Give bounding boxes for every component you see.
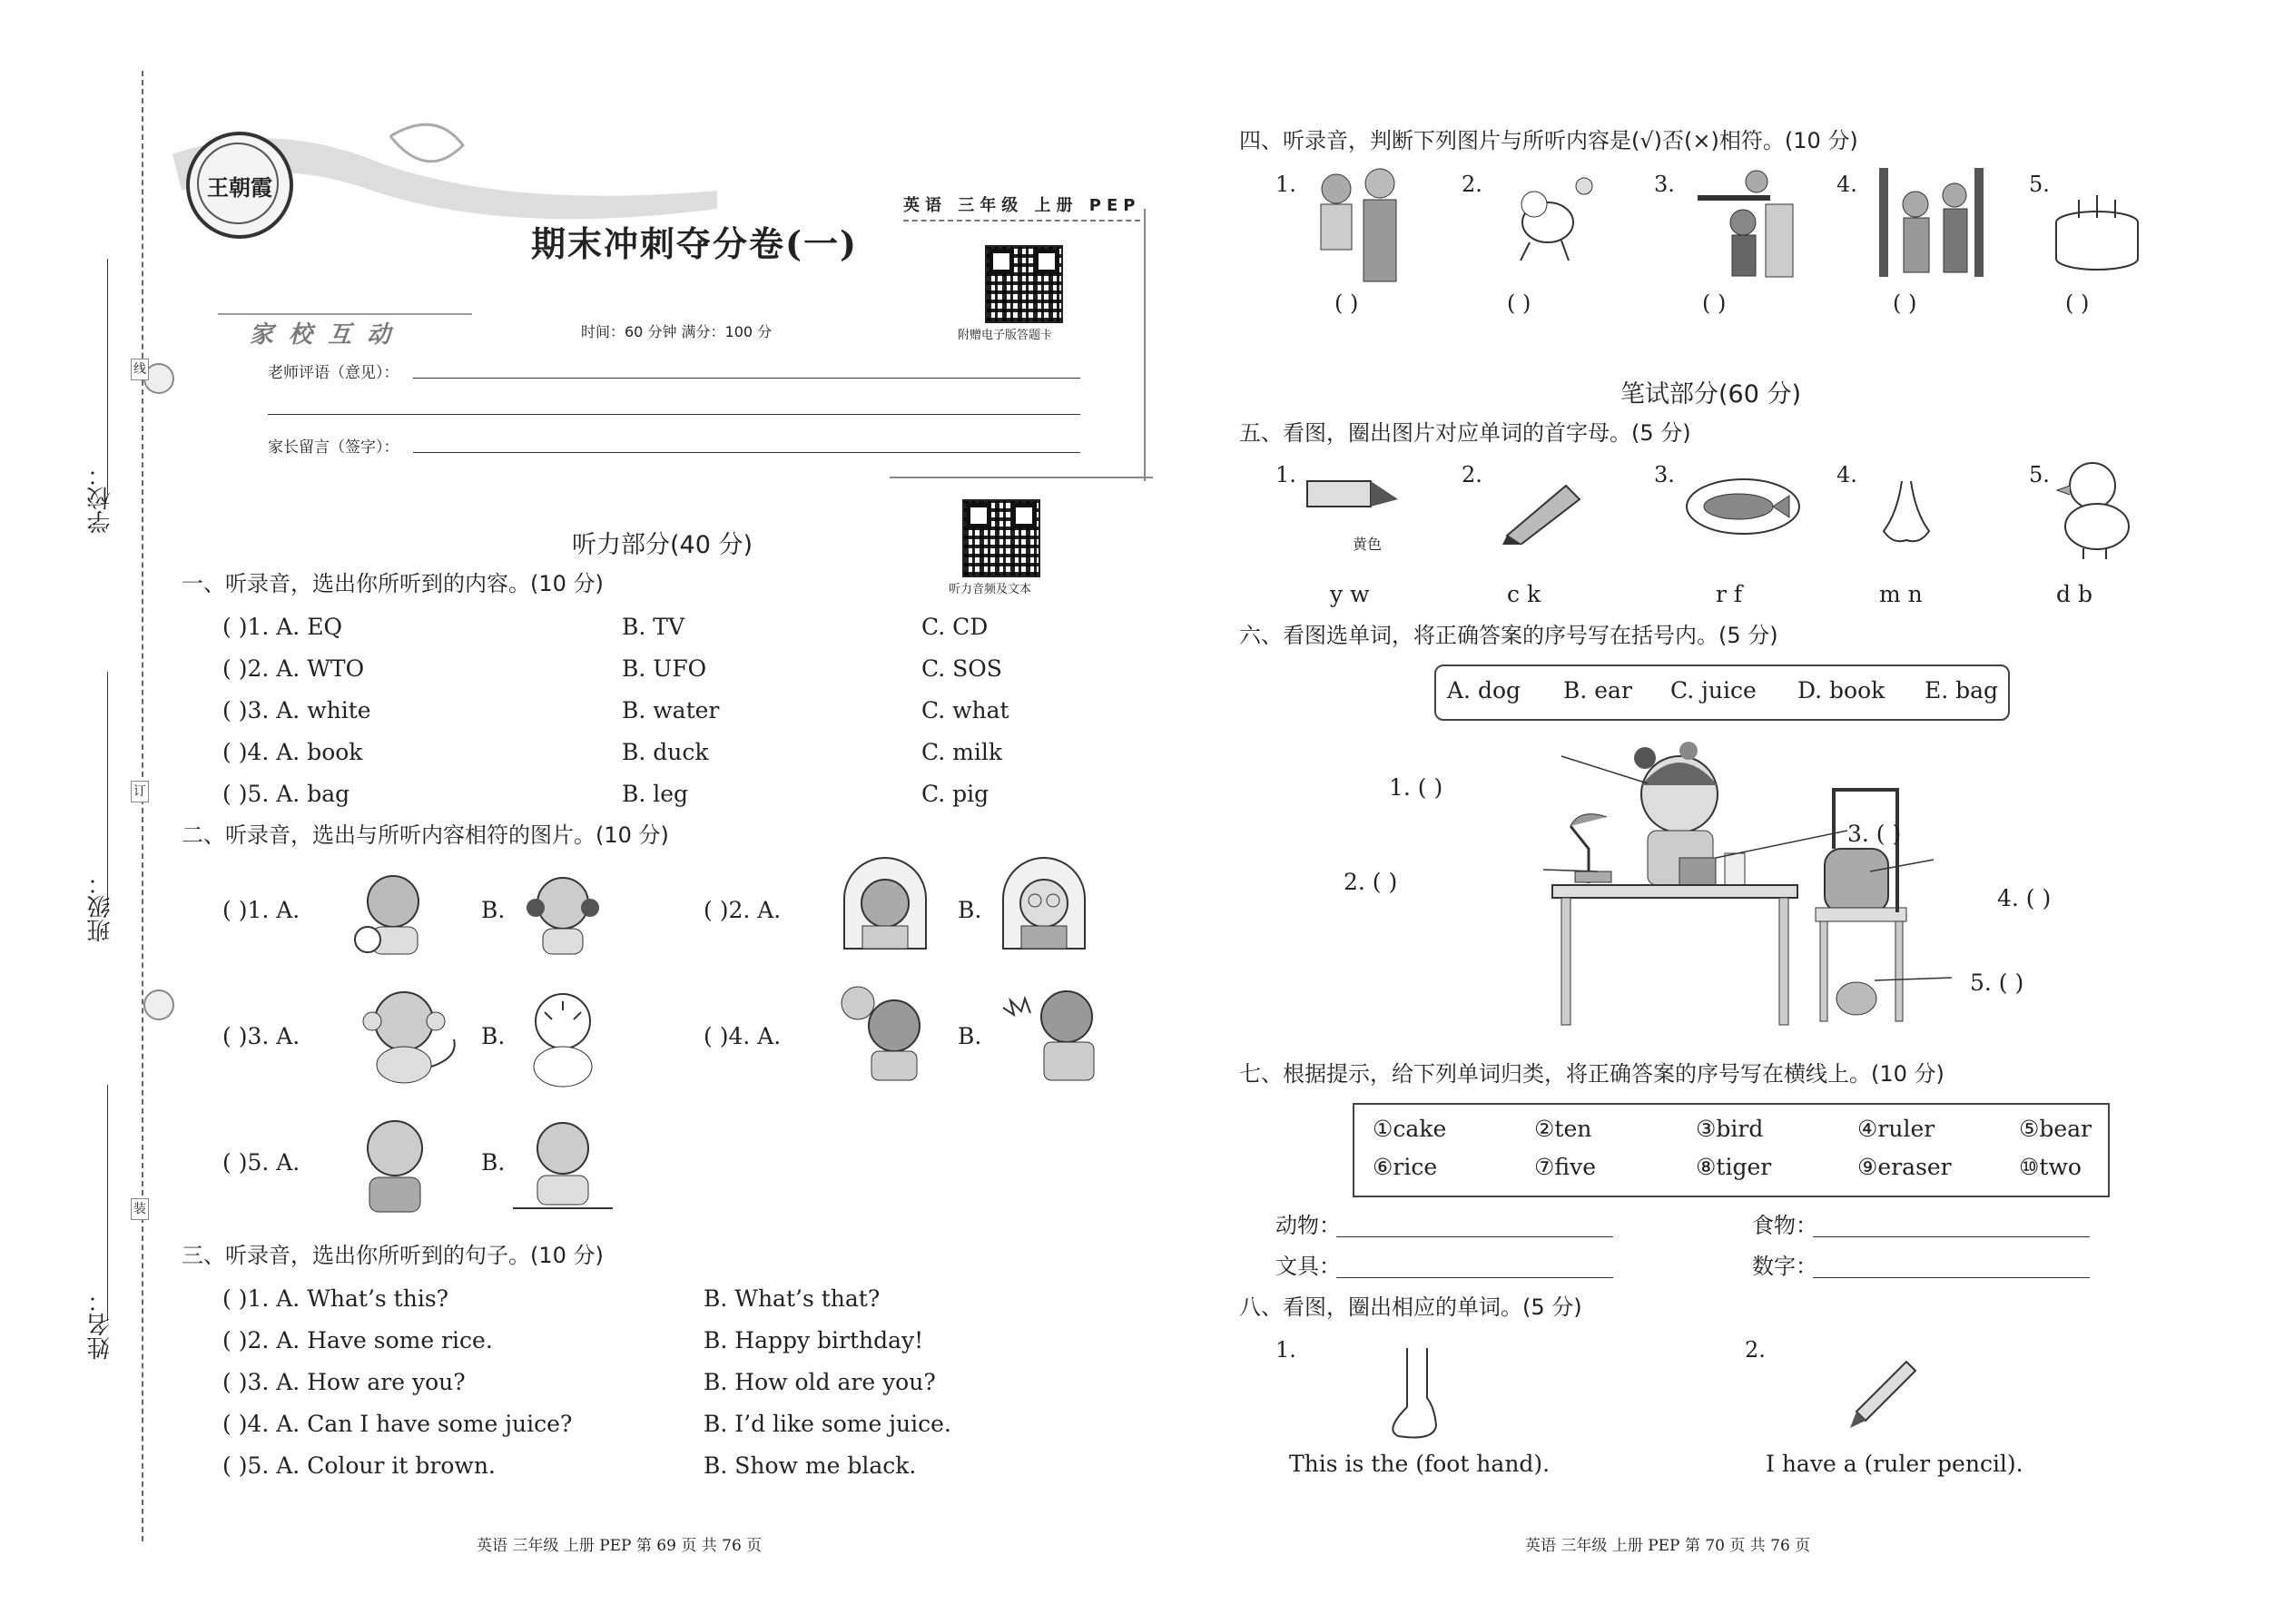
answer-row[interactable]: ( )4. A. <box>704 1023 782 1049</box>
scene-label-4[interactable]: 4. ( ) <box>1997 885 2052 911</box>
option-label: B. <box>481 1149 506 1176</box>
answer-row[interactable]: ( )5. A. bag <box>222 781 350 807</box>
answer-blank[interactable]: ( ) <box>1702 290 1727 316</box>
option-label: B. <box>958 1023 982 1049</box>
divider <box>218 313 472 315</box>
option: B. UFO <box>622 655 707 682</box>
category-animals-label: 动物： <box>1275 1213 1341 1238</box>
answer-blank[interactable]: ( ) <box>2065 290 2090 316</box>
item-number: 2. <box>1745 1337 1766 1363</box>
scene-label-2[interactable]: 2. ( ) <box>1344 869 1398 895</box>
section-2-title: 二、听录音，选出与所听内容相符的图片。(10 分) <box>182 822 669 848</box>
girl-painting-picture <box>508 1112 617 1216</box>
school-line <box>107 259 108 495</box>
option: C. pig <box>921 781 989 807</box>
category-stationery-line[interactable] <box>1336 1277 1613 1278</box>
dog-jumping-picture <box>1493 168 1602 272</box>
boy-with-ball-picture <box>350 867 440 958</box>
option: C. SOS <box>921 655 1002 682</box>
binding-line <box>142 71 143 1541</box>
binding-tag: 装 <box>131 1198 149 1220</box>
letter-options[interactable]: c k <box>1507 581 1541 607</box>
picture-caption: 黄色 <box>1353 536 1383 553</box>
word-choice: B. ear <box>1563 677 1632 704</box>
category-numbers-label: 数字： <box>1752 1254 1817 1279</box>
page-footer-right: 英语 三年级 上册 PEP 第 70 页 共 76 页 <box>1525 1537 1811 1555</box>
option: C. CD <box>921 614 989 640</box>
brand-logo <box>186 132 293 239</box>
section-6-title: 六、看图选单词，将正确答案的序号写在括号内。(5 分) <box>1239 623 1778 648</box>
option: B. water <box>622 697 720 723</box>
yellow-crayon-picture <box>1303 472 1403 527</box>
option: B. Happy birthday! <box>704 1327 924 1353</box>
boy-in-window-picture <box>835 853 935 953</box>
scene-label-1[interactable]: 1. ( ) <box>1389 774 1443 801</box>
qr-code[interactable] <box>985 245 1063 323</box>
listening-heading: 听力部分(40 分) <box>572 531 753 559</box>
sentence-2[interactable]: I have a (ruler pencil). <box>1766 1451 2023 1477</box>
answer-row[interactable]: ( )5. A. Colour it brown. <box>222 1452 496 1479</box>
grandpa-in-window-picture <box>994 853 1094 953</box>
boy-pointing-picture <box>994 980 1103 1085</box>
word-bank-box <box>1353 1103 2110 1197</box>
word: ①cake <box>1373 1116 1447 1142</box>
pencil-picture <box>1843 1348 1925 1430</box>
divider <box>890 477 1153 478</box>
word-choice: C. juice <box>1670 677 1757 704</box>
item-number: 3. <box>1654 462 1675 487</box>
parent-message-line[interactable] <box>413 452 1080 453</box>
word: ⑦five <box>1534 1154 1597 1180</box>
answer-row[interactable]: ( )4. A. book <box>222 739 363 765</box>
fish-on-plate-picture <box>1684 472 1802 540</box>
category-numbers-line[interactable] <box>1813 1277 2090 1278</box>
binding-tag: 订 <box>131 781 149 802</box>
item-number: 5. <box>2029 172 2050 197</box>
answer-row[interactable]: ( )2. A. <box>704 897 782 923</box>
word: ⑤bear <box>2019 1116 2092 1142</box>
girl-waving-picture <box>835 980 935 1085</box>
divider <box>1144 209 1146 481</box>
qr-caption: 附赠电子版答题卡 <box>958 329 1053 342</box>
section-5-title: 五、看图，圈出图片对应单词的首字母。(5 分) <box>1239 420 1691 446</box>
item-number: 1. <box>1275 172 1296 197</box>
book-meta: 英语 三年级 上册 PEP <box>903 192 1140 221</box>
teacher-comment-line[interactable] <box>268 414 1080 415</box>
category-food-label: 食物： <box>1752 1213 1817 1238</box>
word: ⑨eraser <box>1857 1154 1952 1180</box>
logo-text: 王朝霞 <box>207 174 272 201</box>
nose-picture <box>1870 477 1943 549</box>
girl-at-desk-scene <box>1543 740 1952 1039</box>
section-7-title: 七、根据提示，给下列单词归类，将正确答案的序号写在横线上。(10 分) <box>1239 1061 1944 1087</box>
option: C. what <box>921 697 1009 723</box>
word: ⑥rice <box>1373 1154 1438 1180</box>
class-label: 班级： <box>87 871 114 942</box>
answer-blank[interactable]: ( ) <box>1507 290 1531 316</box>
option: B. I’d like some juice. <box>704 1411 951 1437</box>
answer-row[interactable]: ( )2. A. WTO <box>222 655 365 682</box>
item-number: 2. <box>1462 172 1482 197</box>
answer-row[interactable]: ( )2. A. Have some rice. <box>222 1327 493 1353</box>
option-label: B. <box>481 1023 506 1049</box>
option: B. How old are you? <box>704 1369 936 1395</box>
page-footer-left: 英语 三年级 上册 PEP 第 69 页 共 76 页 <box>477 1537 763 1555</box>
people-shaking-hands-picture <box>1307 163 1407 286</box>
item-number: 1. <box>1275 462 1296 487</box>
scene-label-5[interactable]: 5. ( ) <box>1970 969 2024 996</box>
answer-row[interactable]: ( )1. A. EQ <box>222 614 342 640</box>
written-heading: 笔试部分(60 分) <box>1620 380 1802 408</box>
kids-at-counter-picture <box>1689 168 1797 281</box>
page-title: 期末冲刺夺分卷(一) <box>531 223 858 264</box>
answer-row[interactable]: ( )1. A. <box>222 897 300 923</box>
teacher-comment-line[interactable] <box>413 378 1080 379</box>
sentence-1[interactable]: This is the (foot hand). <box>1289 1451 1551 1477</box>
duck-picture <box>2047 454 2138 563</box>
answer-row[interactable]: ( )5. A. <box>222 1149 300 1176</box>
section-8-title: 八、看图，圈出相应的单词。(5 分) <box>1239 1294 1582 1320</box>
home-school-badge: 家 校 互 动 <box>250 321 395 349</box>
letter-options[interactable]: d b <box>2056 581 2092 607</box>
category-stationery-label: 文具： <box>1275 1254 1341 1279</box>
word: ⑩two <box>2019 1154 2082 1180</box>
name-line <box>107 1085 108 1321</box>
answer-blank[interactable]: ( ) <box>1893 290 1917 316</box>
answer-row[interactable]: ( )3. A. How are you? <box>222 1369 466 1395</box>
answer-row[interactable]: ( )4. A. Can I have some juice? <box>222 1411 573 1437</box>
option-label: B. <box>481 897 506 923</box>
crayon-picture <box>1498 472 1589 545</box>
kids-at-door-picture <box>1875 163 1993 281</box>
birthday-cake-picture <box>2052 182 2142 272</box>
word-choice: A. dog <box>1447 677 1521 704</box>
option: B. duck <box>622 739 709 765</box>
answer-blank[interactable]: ( ) <box>1334 290 1359 316</box>
section-4-title: 四、听录音，判断下列图片与所听内容是(√)否(×)相符。(10 分) <box>1239 128 1858 153</box>
school-label: 学校： <box>87 463 114 534</box>
item-number: 4. <box>1836 462 1857 487</box>
word: ②ten <box>1534 1116 1592 1142</box>
option: B. TV <box>622 614 684 640</box>
item-number: 4. <box>1836 172 1857 197</box>
girl-eating-picture <box>350 1112 440 1216</box>
option: B. What’s that? <box>704 1285 881 1312</box>
binding-tag: 线 <box>131 359 149 380</box>
scene-label-3[interactable]: 3. ( ) <box>1847 821 1902 847</box>
name-label: 姓名： <box>87 1289 114 1360</box>
qr-caption: 听力音频及文本 <box>949 583 1032 596</box>
tiger-picture <box>517 985 617 1089</box>
answer-row[interactable]: ( )3. A. <box>222 1023 300 1049</box>
item-number: 3. <box>1654 172 1675 197</box>
word-choice: D. book <box>1797 677 1885 704</box>
monkey-picture <box>354 985 463 1085</box>
word: ③bird <box>1696 1116 1764 1142</box>
category-food-line[interactable] <box>1813 1236 2090 1237</box>
binding-hole <box>143 989 174 1020</box>
category-animals-line[interactable] <box>1336 1236 1613 1237</box>
letter-options[interactable]: m n <box>1879 581 1923 607</box>
word: ④ruler <box>1857 1116 1935 1142</box>
teacher-comment-label: 老师评语（意见）： <box>268 364 399 382</box>
exam-time: 时间：60 分钟 满分：100 分 <box>581 323 773 340</box>
item-number: 5. <box>2029 462 2050 487</box>
girl-picture <box>517 867 608 958</box>
answer-row[interactable]: ( )1. A. What’s this? <box>222 1285 449 1312</box>
foot-picture <box>1380 1343 1452 1443</box>
option: B. Show me black. <box>704 1452 917 1479</box>
letter-options[interactable]: y w <box>1330 581 1370 607</box>
section-3-title: 三、听录音，选出你所听到的句子。(10 分) <box>182 1243 604 1268</box>
answer-row[interactable]: ( )3. A. white <box>222 697 371 723</box>
qr-code[interactable] <box>962 499 1040 577</box>
item-number: 2. <box>1462 462 1482 487</box>
item-number: 1. <box>1275 1337 1296 1363</box>
section-1-title: 一、听录音，选出你所听到的内容。(10 分) <box>182 571 604 596</box>
option: C. milk <box>921 739 1002 765</box>
option: B. leg <box>622 781 689 807</box>
word-choice-box <box>1434 664 2010 721</box>
word-choice: E. bag <box>1925 677 1999 704</box>
option-label: B. <box>958 897 982 923</box>
parent-message-label: 家长留言（签字）： <box>268 438 399 457</box>
word: ⑧tiger <box>1696 1154 1772 1180</box>
letter-options[interactable]: r f <box>1716 581 1743 607</box>
